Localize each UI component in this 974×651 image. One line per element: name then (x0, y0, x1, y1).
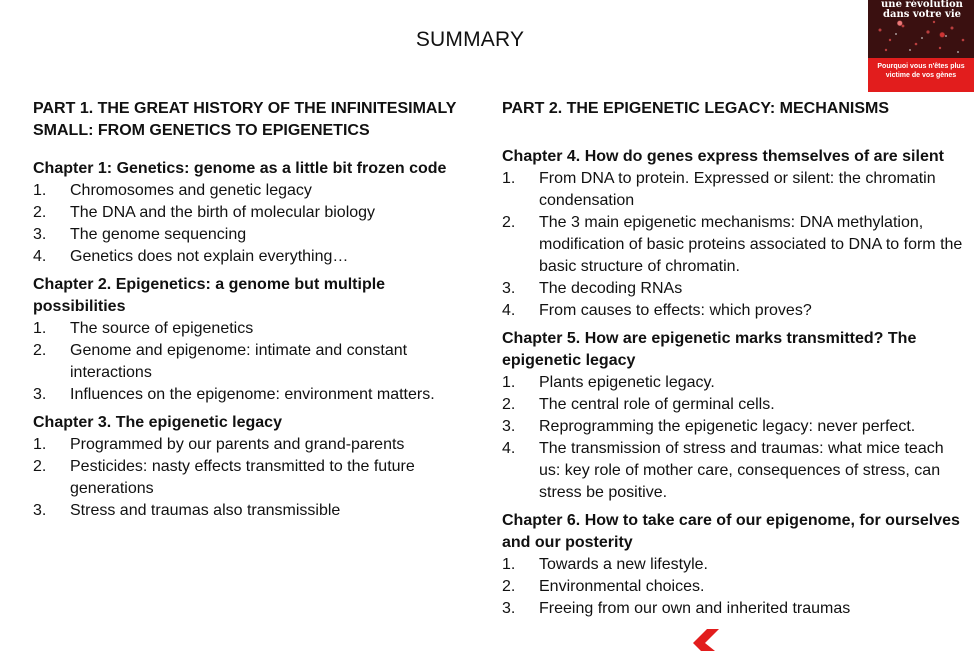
list-item (502, 212, 968, 278)
chapter-title: Chapter 4. How do genes express themselves of are silent (502, 148, 944, 165)
chapter-title: Chapter 6. How to take care of our epigenome, for ourselves and our posterity (502, 512, 960, 551)
chapter-title: Chapter 3. The epigenetic legacy (33, 414, 282, 431)
item-text: The central role of germinal cells. (539, 396, 775, 413)
book-headline: une révolution dans votre vie (881, 0, 963, 20)
chapter-items (33, 180, 473, 268)
item-text: The decoding RNAs (539, 280, 683, 297)
item-text: Pesticides: nasty effects transmitted to the future generations (70, 458, 415, 497)
chapter-2 (33, 274, 473, 406)
item-number: 4. (33, 248, 47, 265)
list-item (502, 576, 968, 598)
item-text: Reprogramming the epigenetic legacy: never perfect. (539, 418, 916, 435)
item-text: The transmission of stress and traumas: what mice teach us: key role of mother care, consequences of stress, can stress be positive. (539, 440, 944, 501)
item-number: 3. (33, 502, 47, 519)
item-text: The 3 main epigenetic mechanisms: DNA methylation, modification of basic proteins associated to DNA to form the basic structure of chromatin. (539, 214, 963, 275)
item-number: 3. (502, 418, 516, 435)
item-text: The source of epigenetics (70, 320, 254, 337)
list-item (33, 202, 473, 224)
chapter-items (502, 554, 968, 620)
item-text: The genome sequencing (70, 226, 247, 243)
item-number: 2. (502, 578, 516, 595)
item-number: 2. (502, 214, 516, 231)
list-item (502, 438, 968, 504)
chapter-title: Chapter 2. Epigenetics: a genome but multiple possibilities (33, 276, 386, 315)
list-item (33, 180, 473, 202)
item-number: 3. (502, 600, 516, 617)
part-1-title: PART 1. THE GREAT HISTORY OF THE INFINITESIMALY SMALL: FROM GENETICS TO EPIGENETICS (33, 100, 457, 139)
part-2-column (502, 98, 968, 626)
item-text: Environmental choices. (539, 578, 705, 595)
chapter-3 (33, 412, 473, 522)
list-item (502, 300, 968, 322)
item-number: 3. (33, 226, 47, 243)
item-number: 1. (33, 182, 47, 199)
item-number: 1. (33, 436, 47, 453)
item-number: 2. (33, 458, 47, 475)
item-number: 3. (33, 386, 47, 403)
list-item (33, 456, 473, 500)
item-text: From causes to effects: which proves? (539, 302, 812, 319)
book-cover-art (868, 0, 974, 58)
item-text: Plants epigenetic legacy. (539, 374, 715, 391)
list-item (33, 224, 473, 246)
item-number: 1. (33, 320, 47, 337)
item-text: Freeing from our own and inherited traumas (539, 600, 851, 617)
list-item (33, 500, 473, 522)
item-text: Stress and traumas also transmissible (70, 502, 341, 519)
book-cover-thumbnail (868, 0, 974, 92)
item-number: 2. (502, 396, 516, 413)
list-item (33, 246, 473, 268)
chapter-title: Chapter 1: Genetics: genome as a little bit frozen code (33, 160, 447, 177)
chapter-items (33, 434, 473, 522)
item-text: Programmed by our parents and grand-parents (70, 436, 405, 453)
chapter-1 (33, 158, 473, 268)
list-item (502, 372, 968, 394)
item-text: From DNA to protein. Expressed or silent: the chromatin condensation (539, 170, 936, 209)
item-text: Towards a new lifestyle. (539, 556, 708, 573)
list-item (502, 278, 968, 300)
list-item (502, 168, 959, 212)
list-item (502, 598, 968, 620)
item-number: 2. (33, 204, 47, 221)
list-item (502, 554, 968, 576)
chapter-4 (502, 146, 968, 322)
item-number: 3. (502, 280, 516, 297)
part-1-column (33, 98, 473, 528)
item-text: Genetics does not explain everything… (70, 248, 349, 265)
item-number: 1. (502, 374, 516, 391)
list-item (502, 416, 968, 438)
list-item (33, 318, 473, 340)
part-2-title: PART 2. THE EPIGENETIC LEGACY: MECHANISMS (502, 100, 889, 117)
chapter-items (502, 168, 968, 322)
item-number: 2. (33, 342, 47, 359)
page-title: SUMMARY (415, 28, 525, 51)
list-item (502, 394, 968, 416)
chapter-5 (502, 328, 968, 504)
list-item (33, 434, 473, 456)
item-text: Genome and epigenome: intimate and constant interactions (70, 342, 408, 381)
item-number: 4. (502, 440, 516, 457)
chapter-items (33, 318, 473, 406)
list-item (33, 340, 440, 384)
item-text: Influences on the epigenome: environment matters. (70, 386, 435, 403)
list-item (33, 384, 473, 406)
item-number: 1. (502, 556, 516, 573)
item-number: 4. (502, 302, 516, 319)
item-text: The DNA and the birth of molecular biology (70, 204, 376, 221)
chapter-6 (502, 510, 968, 620)
chapter-items (502, 372, 968, 504)
item-text: Chromosomes and genetic legacy (70, 182, 312, 199)
item-number: 1. (502, 170, 516, 187)
book-tagline: Pourquoi vous n'êtes plus victime de vos gènes (877, 63, 965, 79)
chapter-title: Chapter 5. How are epigenetic marks transmitted? The epigenetic legacy (502, 330, 917, 369)
chevron-left-icon[interactable] (693, 629, 719, 651)
